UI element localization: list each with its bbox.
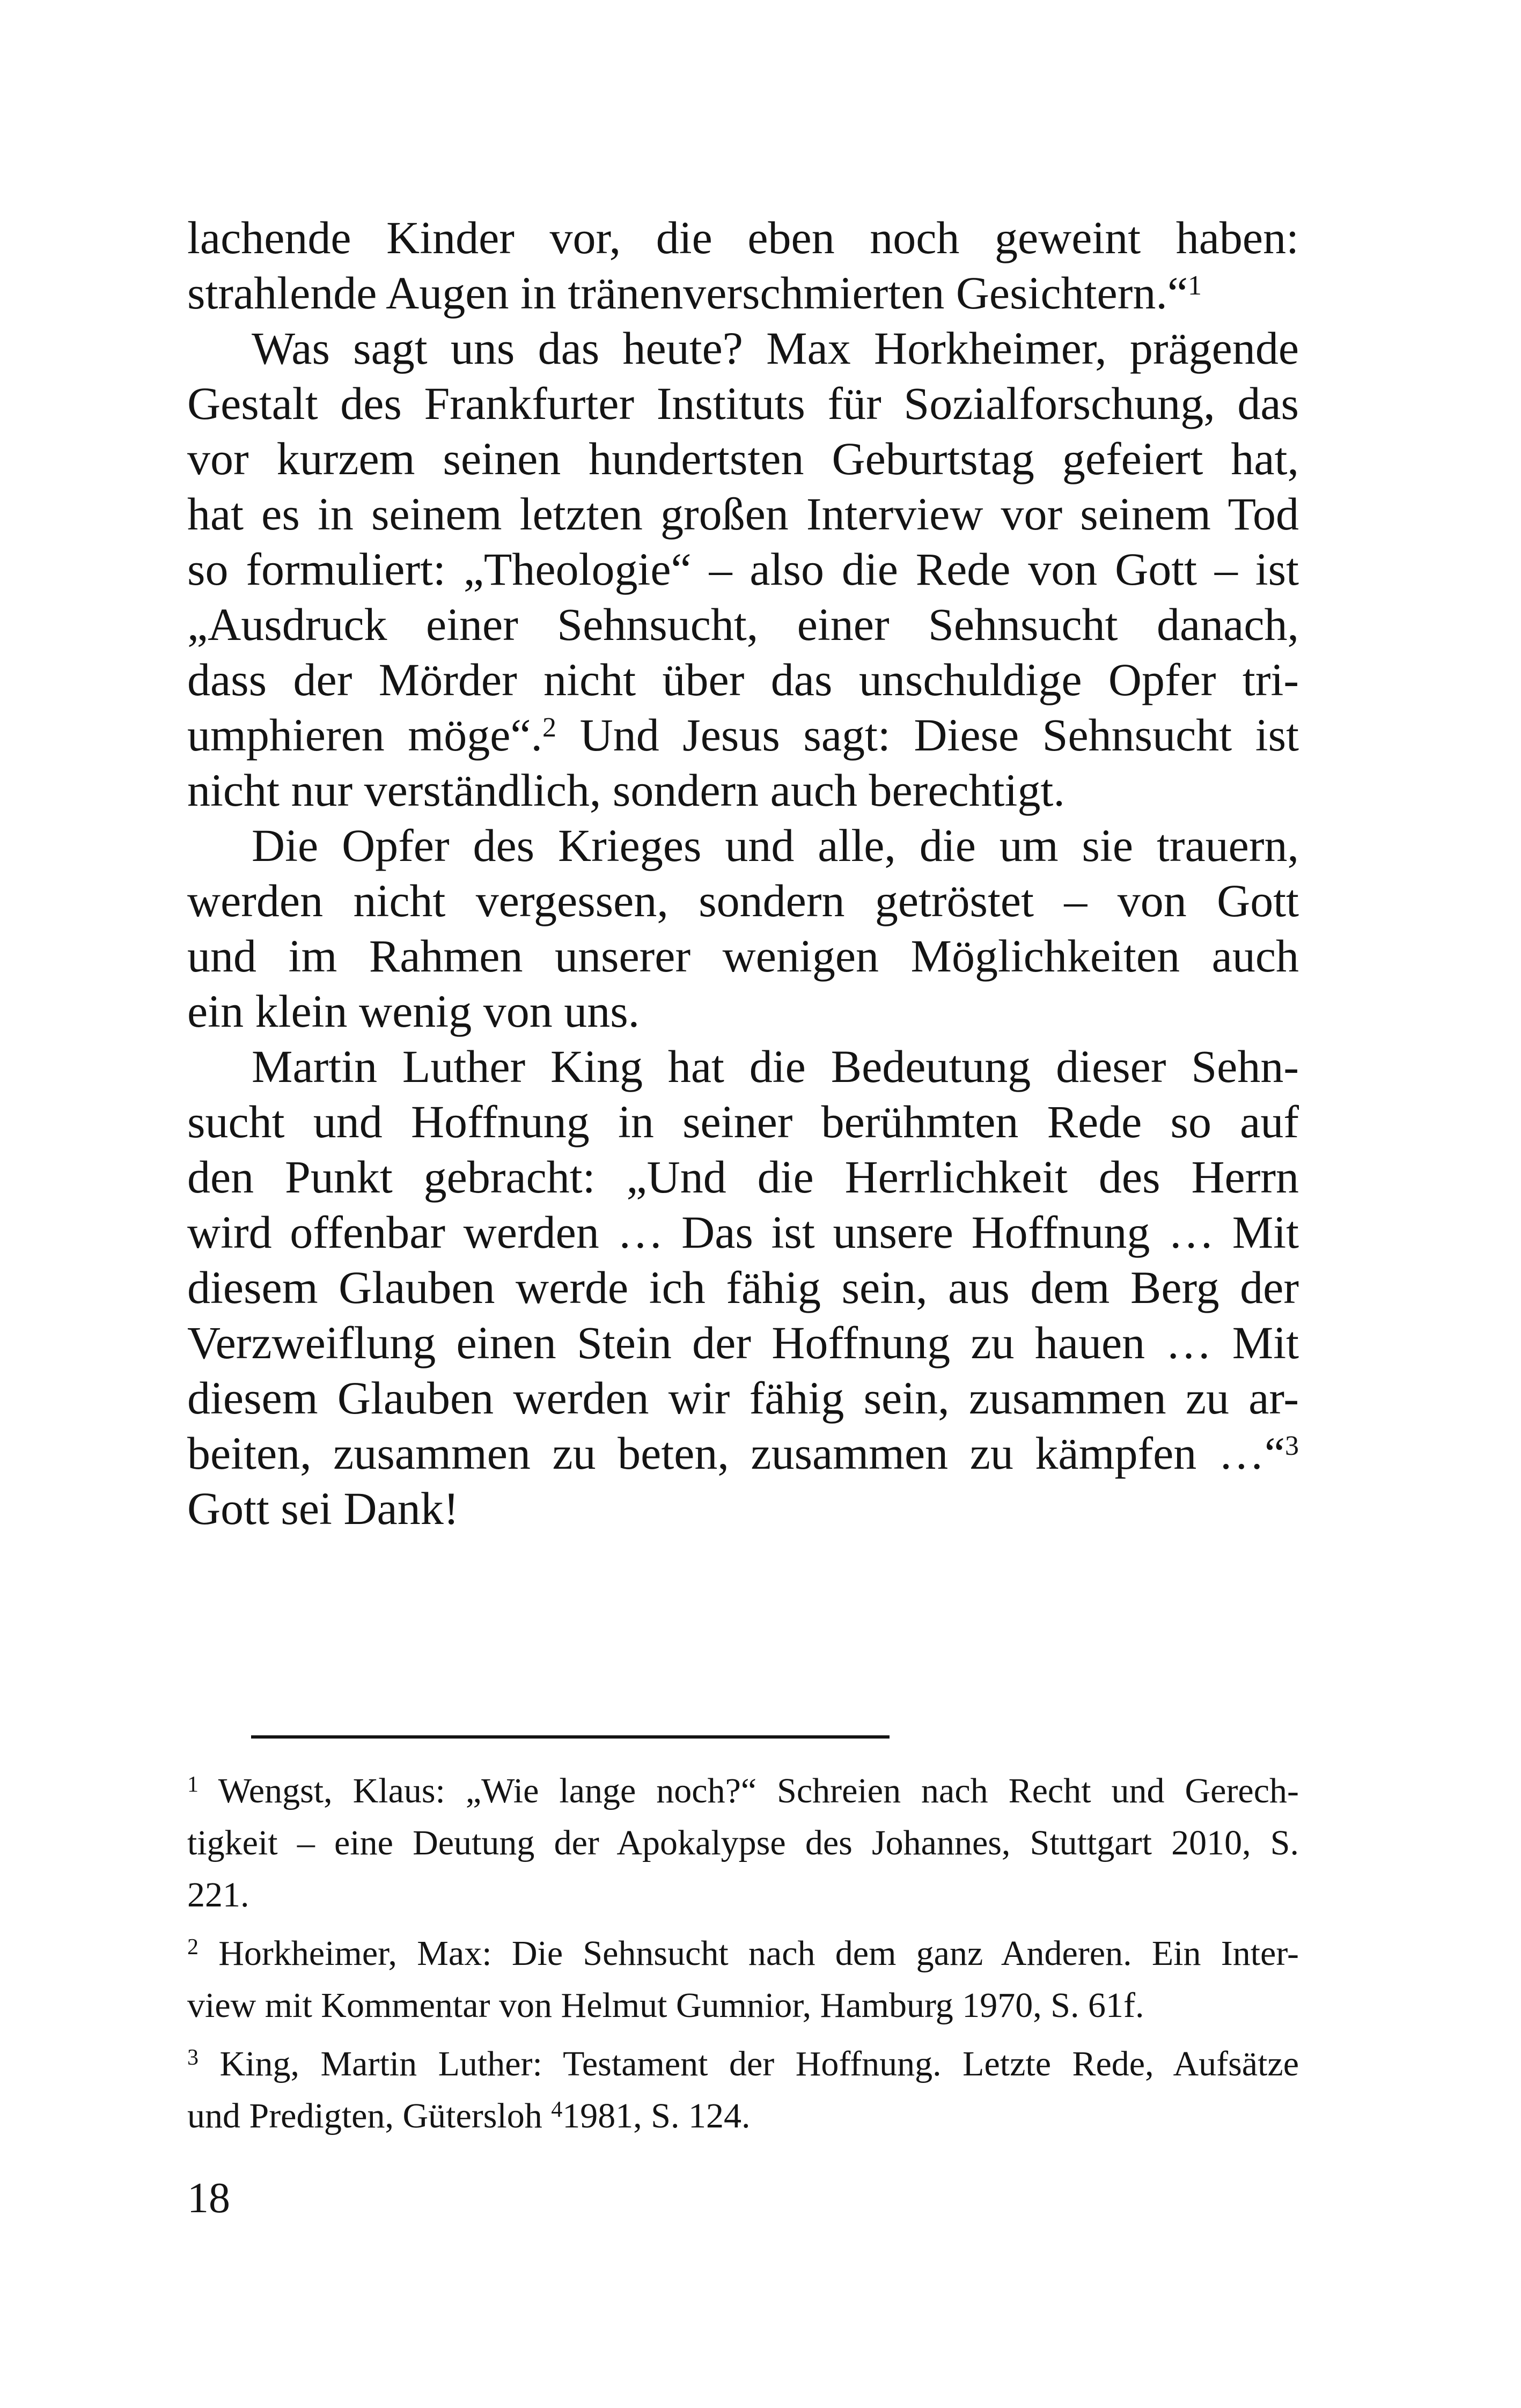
footnote-2 [187,1927,1299,2031]
text-fragment: Horkheimer, Max: Die Sehnsucht nach dem ganz Anderen. Ein Inter- [199,1934,1299,1973]
footnote-3 [187,2038,1299,2142]
text-line: Was sagt uns das heute? Max Horkheimer, prägende [252,322,1299,374]
paragraph-4 [187,1039,1299,1536]
text-line: diesem Glauben werden wir fähig sein, zusammen zu ar- [187,1372,1299,1424]
text-fragment: und Predigten, Gütersloh [187,2096,552,2135]
footnote-marker: 3 [187,2045,199,2070]
footnote-separator [251,1735,890,1739]
main-text [187,210,1299,1536]
text-line [187,1426,1299,1481]
text-line: vor kurzem seinen hundertsten Geburtstag gefeiert hat, [187,433,1299,484]
text-line: Gestalt des Frankfurter Instituts für Sozialforschung, das [187,378,1299,429]
text-line: dass der Mörder nicht über das unschuldige Opfer tri- [187,654,1299,705]
text-line: Martin Luther King hat die Bedeutung dieser Sehn- [252,1041,1299,1092]
paragraph-1 [187,210,1299,321]
footnote-line: 221. [187,1875,249,1914]
text-line: werden nicht vergessen, sondern getröstet – von Gott [187,875,1299,926]
footnote-line [187,2090,1299,2142]
text-line [187,708,1299,763]
text-line: hat es in seinem letzten großen Interview vor seinem Tod [187,488,1299,540]
footnote-line: view mit Kommentar von Helmut Gumnior, Hamburg 1970, S. 61f. [187,1986,1144,2025]
footnote-line [187,1927,1299,1979]
text-line: Gott sei Dank! [187,1483,459,1534]
edition-superscript: 4 [551,2097,563,2122]
text-line: sucht und Hoffnung in seiner berühmten Rede so auf [187,1096,1299,1147]
footnote-reference[interactable]: 3 [1285,1431,1299,1461]
footnote-marker: 2 [187,1935,199,1960]
text-line: Verzweiflung einen Stein der Hoffnung zu hauen … Mit [187,1317,1299,1368]
text-line: lachende Kinder vor, die eben noch geweint haben: [187,212,1299,263]
text-line: ein klein wenig von uns. [187,985,640,1037]
text-fragment: beiten, zusammen zu beten, zusammen zu kämpfen …“ [187,1427,1285,1479]
text-line: den Punkt gebracht: „Und die Herrlichkeit des Herrn [187,1151,1299,1203]
text-line: „Ausdruck einer Sehnsucht, einer Sehnsucht danach, [187,599,1299,650]
footnotes [187,1765,1299,2142]
text-line: wird offenbar werden … Das ist unsere Hoffnung … Mit [187,1206,1299,1258]
text-line: so formuliert: „Theologie“ – also die Rede von Gott – ist [187,543,1299,595]
text-fragment: King, Martin Luther: Testament der Hoffnung. Letzte Rede, Aufsätze [199,2044,1299,2083]
page-number: 18 [187,2175,230,2222]
text-line: nicht nur verständlich, sondern auch berechtigt. [187,764,1065,816]
text-line: und im Rahmen unserer wenigen Möglichkeiten auch [187,930,1299,982]
text-line [187,266,1299,321]
footnote-reference[interactable]: 2 [542,712,557,743]
text-line: Die Opfer des Krieges und alle, die um sie trauern, [252,820,1299,871]
text-fragment: 1981, S. 124. [562,2096,751,2135]
text-line: diesem Glauben werde ich fähig sein, aus dem Berg der [187,1262,1299,1313]
footnote-line [187,1765,1299,1817]
footnote-line: tigkeit – eine Deutung der Apokalypse des Johannes, Stuttgart 2010, S. [187,1823,1299,1862]
text-fragment: Wengst, Klaus: „Wie lange noch?“ Schreien nach Recht und Gerech- [199,1771,1299,1810]
footnote-1 [187,1765,1299,1921]
footnote-reference[interactable]: 1 [1188,270,1202,301]
footnote-marker: 1 [187,1772,199,1797]
footnote-line [187,2038,1299,2090]
text-fragment: strahlende Augen in tränenverschmierten Gesichtern.“ [187,267,1188,319]
paragraph-3 [187,818,1299,1039]
text-fragment: Und Jesus sagt: Diese Sehnsucht ist [556,709,1299,761]
paragraph-2 [187,321,1299,818]
text-fragment: umphieren möge“. [187,709,543,761]
